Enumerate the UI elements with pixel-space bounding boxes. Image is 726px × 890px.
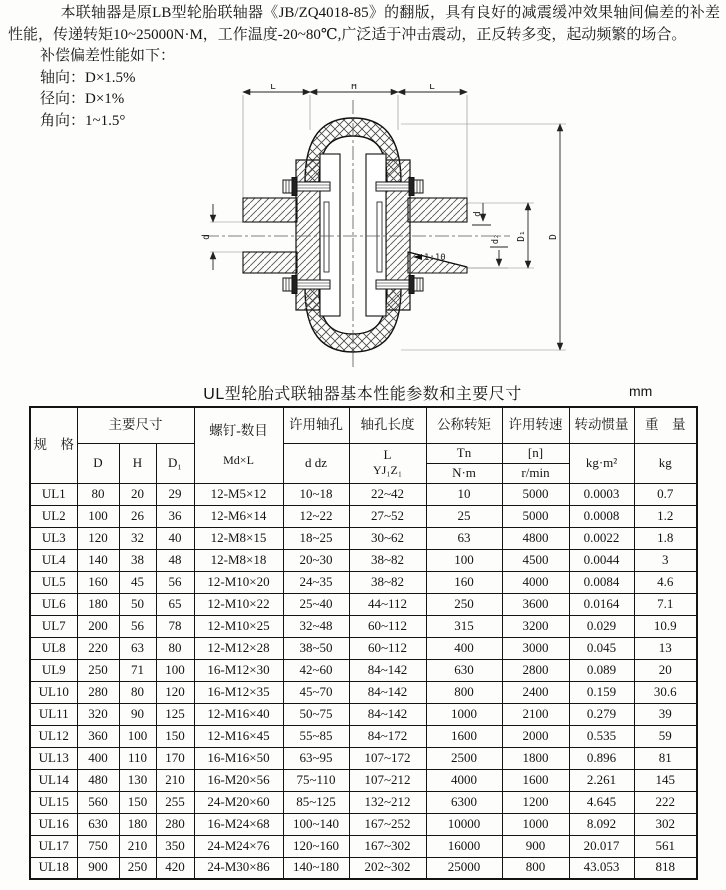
table-cell: 561 — [634, 835, 697, 857]
table-cell: 3 — [634, 549, 697, 571]
table-cell: UL2 — [30, 505, 77, 527]
table-cell: 420 — [156, 857, 194, 879]
table-cell: 1000 — [426, 703, 502, 725]
table-cell: 16-M24×68 — [194, 813, 283, 835]
table-cell: 1000 — [502, 813, 569, 835]
header-screws-label: 螺钉-数目 — [209, 423, 268, 439]
table-cell: 20.017 — [569, 835, 634, 857]
table-cell: 12-M10×20 — [194, 571, 283, 593]
table-row — [30, 857, 697, 879]
table-cell: 7.1 — [634, 593, 697, 615]
table-cell: 3200 — [502, 615, 569, 637]
table-cell: 71 — [119, 659, 156, 681]
table-cell: 4800 — [502, 527, 569, 549]
table-row — [30, 813, 697, 835]
table-cell: 80 — [77, 483, 119, 505]
table-cell: UL14 — [30, 769, 77, 791]
table-cell: 12-M6×14 — [194, 505, 283, 527]
table-cell: 12-M10×25 — [194, 615, 283, 637]
intro-paragraph: 本联轴器是原LB型轮胎联轴器《JB/ZQ4018-85》的翻版，具有良好的减震缓冲效果轴间偏差的补差性能，传递转矩10~25000N·M，工作温度-20~80℃,广泛适于冲击震动，正反转多变，起动频繁的场合。 — [8, 5, 720, 43]
table-cell: 24-M30×86 — [194, 857, 283, 879]
table-cell: UL5 — [30, 571, 77, 593]
header-bore-len-sub — [349, 443, 426, 483]
header-weight: 重 量 — [634, 407, 697, 443]
table-cell: 100 — [77, 505, 119, 527]
table-cell: 4000 — [502, 571, 569, 593]
table-cell: 25~40 — [283, 593, 349, 615]
table-cell: 20~30 — [283, 549, 349, 571]
table-cell: 100~140 — [283, 813, 349, 835]
table-cell: 0.7 — [634, 483, 697, 505]
dim-l-right: L — [429, 84, 435, 92]
table-cell: 0.029 — [569, 615, 634, 637]
table-cell: 180 — [119, 813, 156, 835]
header-torque: 公称转矩 — [426, 407, 502, 443]
header-weight-unit: kg — [634, 443, 697, 483]
left-hub-sleeve — [320, 154, 340, 316]
table-cell: 16-M16×50 — [194, 747, 283, 769]
table-cell: 30~62 — [349, 527, 426, 549]
table-cell: 0.535 — [569, 725, 634, 747]
table-row — [30, 593, 697, 615]
table-cell: UL9 — [30, 659, 77, 681]
table-cell: 302 — [634, 813, 697, 835]
table-cell: 12-M16×45 — [194, 725, 283, 747]
table-cell: 45~70 — [283, 681, 349, 703]
table-cell: 0.896 — [569, 747, 634, 769]
table-cell: 75~110 — [283, 769, 349, 791]
table-cell: UL12 — [30, 725, 77, 747]
table-cell: 56 — [119, 615, 156, 637]
header-h: H — [119, 443, 156, 483]
table-cell: 2100 — [502, 703, 569, 725]
header-d: D — [77, 443, 119, 483]
table-cell: 630 — [426, 659, 502, 681]
table-row — [30, 835, 697, 857]
table-cell: 100 — [156, 659, 194, 681]
table-cell: 900 — [502, 835, 569, 857]
table-cell: 44~112 — [349, 593, 426, 615]
table-cell: 24-M20×60 — [194, 791, 283, 813]
table-cell: 50~75 — [283, 703, 349, 725]
table-cell: 315 — [426, 615, 502, 637]
table-cell: 10000 — [426, 813, 502, 835]
table-cell: UL17 — [30, 835, 77, 857]
header-spec: 规 格 — [30, 407, 77, 483]
table-cell: 222 — [634, 791, 697, 813]
table-cell: 60~112 — [349, 637, 426, 659]
table-cell: 26 — [119, 505, 156, 527]
table-title-row — [29, 381, 696, 403]
table-cell: 1600 — [426, 725, 502, 747]
table-cell: 167~302 — [349, 835, 426, 857]
table-cell: 900 — [77, 857, 119, 879]
table-cell: 2.261 — [569, 769, 634, 791]
table-cell: 4.645 — [569, 791, 634, 813]
table-cell: 202~302 — [349, 857, 426, 879]
table-cell: 350 — [156, 835, 194, 857]
table-cell: 32 — [119, 527, 156, 549]
table-cell: 130 — [119, 769, 156, 791]
table-cell: 63 — [426, 527, 502, 549]
header-torque-sym: Tn — [426, 443, 502, 463]
table-cell: 100 — [426, 549, 502, 571]
table-cell: 320 — [77, 703, 119, 725]
table-cell: UL15 — [30, 791, 77, 813]
dim-l-left: L — [270, 84, 276, 92]
table-cell: UL3 — [30, 527, 77, 549]
table-cell: 30.6 — [634, 681, 697, 703]
bore-len-sub2: YJ₁Z₁ — [372, 463, 403, 477]
table-row — [30, 725, 697, 747]
table-cell: 2000 — [502, 725, 569, 747]
table-cell: UL13 — [30, 747, 77, 769]
table-cell: 4.6 — [634, 571, 697, 593]
spec-table — [29, 406, 698, 880]
table-cell: UL11 — [30, 703, 77, 725]
right-hub-sleeve — [366, 154, 386, 316]
table-row — [30, 637, 697, 659]
table-cell: 10~18 — [283, 483, 349, 505]
table-cell: 100 — [119, 725, 156, 747]
table-cell: 13 — [634, 637, 697, 659]
table-cell: 220 — [77, 637, 119, 659]
table-cell: 59 — [634, 725, 697, 747]
table-cell: 12-M16×40 — [194, 703, 283, 725]
axial-spec: 轴向：D×1.5% — [40, 69, 136, 86]
table-row — [30, 681, 697, 703]
table-cell: 200 — [77, 615, 119, 637]
table-cell: 39 — [634, 703, 697, 725]
table-body — [30, 483, 697, 879]
table-cell: 800 — [426, 681, 502, 703]
table-cell: 56 — [156, 571, 194, 593]
table-cell: 150 — [156, 725, 194, 747]
table-cell: 818 — [634, 857, 697, 879]
header-speed-unit: r/min — [502, 463, 569, 483]
table-cell: 1600 — [502, 769, 569, 791]
table-cell: 81 — [634, 747, 697, 769]
header-bore-sub: d dz — [283, 443, 349, 483]
header-d1: D₁ — [156, 443, 194, 483]
table-row — [30, 527, 697, 549]
table-cell: 0.0044 — [569, 549, 634, 571]
table-cell: 12-M10×22 — [194, 593, 283, 615]
radial-spec: 径向：D×1% — [40, 91, 125, 107]
table-cell: 5000 — [502, 505, 569, 527]
table-cell: 400 — [426, 637, 502, 659]
table-cell: 400 — [77, 747, 119, 769]
table-cell: 800 — [502, 857, 569, 879]
table-row — [30, 505, 697, 527]
table-cell: 84~142 — [349, 681, 426, 703]
compensation-title: 补偿偏差性能如下： — [40, 48, 176, 64]
table-cell: 1.8 — [634, 527, 697, 549]
table-title: UL型轮胎式联轴器基本性能参数和主要尺寸 — [203, 386, 522, 403]
table-cell: 1800 — [502, 747, 569, 769]
table-cell: 107~212 — [349, 769, 426, 791]
table-cell: 0.0003 — [569, 483, 634, 505]
table-cell: 90 — [119, 703, 156, 725]
table-cell: 110 — [119, 747, 156, 769]
table-row — [30, 659, 697, 681]
table-cell: 38~82 — [349, 571, 426, 593]
table-cell: 630 — [77, 813, 119, 835]
table-cell: 0.0164 — [569, 593, 634, 615]
table-cell: 107~172 — [349, 747, 426, 769]
table-cell: 3600 — [502, 593, 569, 615]
table-cell: 280 — [156, 813, 194, 835]
table-row — [30, 615, 697, 637]
header-bore-len: 轴孔长度 — [349, 407, 426, 443]
table-cell: 167~252 — [349, 813, 426, 835]
table-cell: 25 — [426, 505, 502, 527]
table-cell: 160 — [426, 571, 502, 593]
table-cell: 120 — [77, 527, 119, 549]
table-cell: 1.2 — [634, 505, 697, 527]
table-cell: 5000 — [502, 483, 569, 505]
table-row — [30, 791, 697, 813]
table-cell: 84~142 — [349, 659, 426, 681]
table-cell: UL16 — [30, 813, 77, 835]
table-cell: 210 — [156, 769, 194, 791]
table-cell: 18~25 — [283, 527, 349, 549]
table-cell: 63 — [119, 637, 156, 659]
coupling-drawing-svg — [110, 84, 585, 384]
table-cell: 0.0022 — [569, 527, 634, 549]
table-cell: 50 — [119, 593, 156, 615]
dim-h: H — [351, 84, 357, 92]
table-cell: 132~212 — [349, 791, 426, 813]
table-unit: mm — [629, 383, 653, 399]
table-row — [30, 769, 697, 791]
table-cell: 48 — [156, 549, 194, 571]
table-cell: 45 — [119, 571, 156, 593]
table-cell: 12-M8×15 — [194, 527, 283, 549]
table-cell: 120~160 — [283, 835, 349, 857]
table-cell: 140 — [77, 549, 119, 571]
table-cell: 10.9 — [634, 615, 697, 637]
table-cell: 0.045 — [569, 637, 634, 659]
table-row — [30, 571, 697, 593]
table-cell: 0.279 — [569, 703, 634, 725]
table-cell: 25000 — [426, 857, 502, 879]
table-cell: 125 — [156, 703, 194, 725]
table-cell: 210 — [119, 835, 156, 857]
table-cell: 16-M12×35 — [194, 681, 283, 703]
table-cell: 84~172 — [349, 725, 426, 747]
table-cell: UL6 — [30, 593, 77, 615]
header-torque-unit: N·m — [426, 463, 502, 483]
table-row — [30, 747, 697, 769]
table-row — [30, 549, 697, 571]
header-main-dims: 主要尺寸 — [77, 407, 194, 443]
table-cell: 0.159 — [569, 681, 634, 703]
table-cell: 0.0084 — [569, 571, 634, 593]
table-cell: 4500 — [502, 549, 569, 571]
table-cell: 0.0008 — [569, 505, 634, 527]
table-cell: 43.053 — [569, 857, 634, 879]
table-cell: 36 — [156, 505, 194, 527]
header-screws — [194, 407, 283, 483]
table-cell: 80 — [119, 681, 156, 703]
table-cell: 750 — [77, 835, 119, 857]
table-cell: UL10 — [30, 681, 77, 703]
table-cell: UL4 — [30, 549, 77, 571]
coupling-drawing — [110, 84, 585, 384]
table-cell: 27~52 — [349, 505, 426, 527]
dim-d-left: d — [201, 234, 212, 240]
header-speed-sym: [n] — [502, 443, 569, 463]
table-cell: 480 — [77, 769, 119, 791]
table-cell: 85~125 — [283, 791, 349, 813]
table-cell: 145 — [634, 769, 697, 791]
table-cell: 16-M20×56 — [194, 769, 283, 791]
header-screws-sub: Md×L — [223, 452, 254, 467]
table-cell: 250 — [119, 857, 156, 879]
taper-label: 1:10 — [424, 253, 446, 263]
table-cell: 8.092 — [569, 813, 634, 835]
table-cell: 20 — [634, 659, 697, 681]
table-cell: 250 — [426, 593, 502, 615]
table-cell: 560 — [77, 791, 119, 813]
table-cell: 2400 — [502, 681, 569, 703]
table-cell: 180 — [77, 593, 119, 615]
header-bore: 许用轴孔 — [283, 407, 349, 443]
table-cell: 29 — [156, 483, 194, 505]
table-cell: 2500 — [426, 747, 502, 769]
table-cell: 4000 — [426, 769, 502, 791]
table-cell: 12-M12×28 — [194, 637, 283, 659]
table-cell: UL8 — [30, 637, 77, 659]
table-cell: 150 — [119, 791, 156, 813]
header-inertia-unit: kg·m² — [569, 443, 634, 483]
table-cell: 12~22 — [283, 505, 349, 527]
table-cell: 38~50 — [283, 637, 349, 659]
table-cell: 63~95 — [283, 747, 349, 769]
table-cell: 32~48 — [283, 615, 349, 637]
table-cell: 65 — [156, 593, 194, 615]
dim-d1: D₁ — [516, 230, 527, 242]
table-row — [30, 703, 697, 725]
table-cell: 0.089 — [569, 659, 634, 681]
table-cell: 360 — [77, 725, 119, 747]
table-cell: 60~112 — [349, 615, 426, 637]
table-cell: 16000 — [426, 835, 502, 857]
table-cell: 16-M12×30 — [194, 659, 283, 681]
table-cell: 80 — [156, 637, 194, 659]
table-cell: 38 — [119, 549, 156, 571]
table-cell: 24~35 — [283, 571, 349, 593]
table-cell: 280 — [77, 681, 119, 703]
table-cell: UL18 — [30, 857, 77, 879]
dim-d-right: d — [473, 211, 483, 217]
table-cell: 24-M24×76 — [194, 835, 283, 857]
bore-len-sub1: L — [383, 447, 392, 463]
dim-d-outer: D — [548, 234, 559, 240]
table-cell: 255 — [156, 791, 194, 813]
table-cell: 140~180 — [283, 857, 349, 879]
table-cell: 160 — [77, 571, 119, 593]
table-cell: 20 — [119, 483, 156, 505]
table-cell: 1200 — [502, 791, 569, 813]
left-shaft — [243, 198, 297, 273]
angular-spec: 角向：1~1.5° — [40, 112, 126, 129]
table-cell: 78 — [156, 615, 194, 637]
table-cell: 6300 — [426, 791, 502, 813]
table-cell: 250 — [77, 659, 119, 681]
header-speed: 许用转速 — [502, 407, 569, 443]
table-cell: 170 — [156, 747, 194, 769]
table-cell: 42~60 — [283, 659, 349, 681]
table-cell: 40 — [156, 527, 194, 549]
table-cell: 55~85 — [283, 725, 349, 747]
dim-d2: d₂ — [491, 233, 501, 245]
table-cell: UL7 — [30, 615, 77, 637]
table-cell: 2800 — [502, 659, 569, 681]
table-cell: 10 — [426, 483, 502, 505]
table-cell: 12-M8×18 — [194, 549, 283, 571]
table-cell: 38~82 — [349, 549, 426, 571]
table-cell: 120 — [156, 681, 194, 703]
table-cell: 3000 — [502, 637, 569, 659]
table-cell: 84~142 — [349, 703, 426, 725]
table-cell: UL1 — [30, 483, 77, 505]
table-cell: 12-M5×12 — [194, 483, 283, 505]
table-cell: 22~42 — [349, 483, 426, 505]
table-row — [30, 483, 697, 505]
header-inertia: 转动惯量 — [569, 407, 634, 443]
